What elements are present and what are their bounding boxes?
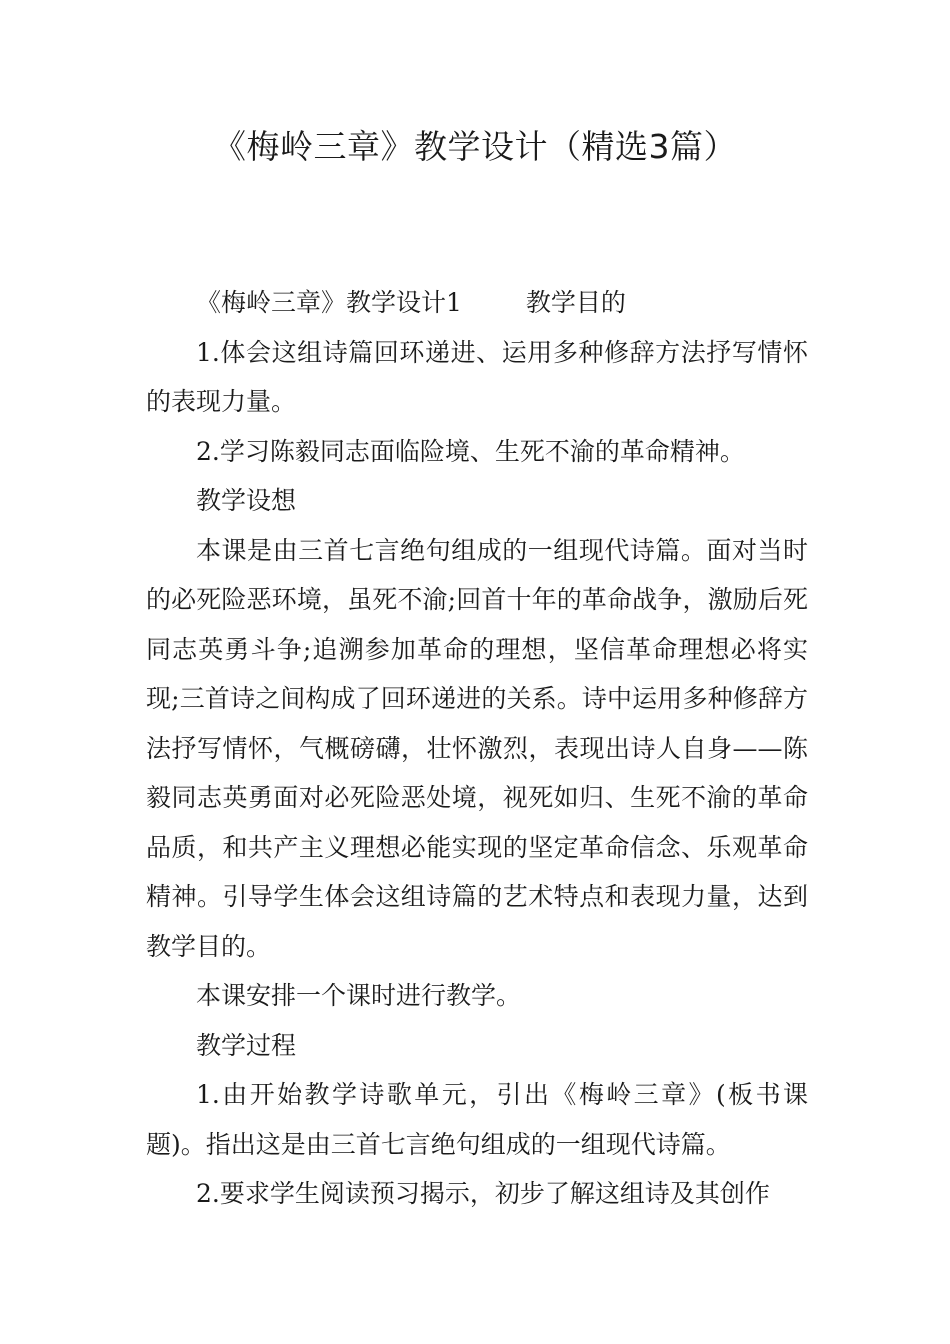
- paragraph-heading: 教学过程: [196, 1030, 297, 1060]
- paragraph: 2.要求学生阅读预习揭示，初步了解这组诗及其创作: [196, 1179, 770, 1208]
- paragraph-heading: 教学设想: [196, 486, 297, 515]
- section-heading-title: 《梅岭三章》教学设计1: [196, 288, 462, 317]
- document-body: [146, 278, 808, 1219]
- paragraph: 1.体会这组诗篇回环递进、运用多种修辞方法抒写情怀的表现力量。: [146, 337, 808, 416]
- document-title: 《梅岭三章》教学设计（精选3篇）: [213, 127, 737, 166]
- paragraph: 1.由开始教学诗歌单元，引出《梅岭三章》(板书课题)。指出这是由三首七言绝句组成的一组现代诗篇。: [146, 1080, 808, 1159]
- paragraph: 本课是由三首七言绝句组成的一组现代诗篇。面对当时的必死险恶环境，虽死不渝;回首十年的革命战争，激励后死同志英勇斗争;追溯参加革命的理想，坚信革命理想必将实现;三首诗之间构成了回环递进的关系。诗中运用多种修辞方法抒写情怀，气概磅礴，壮怀激烈，表现出诗人自身——陈毅同志英勇面对必死险恶处境，视死如归、生死不渝的革命品质，和共产主义理想必能实现的坚定革命信念、乐观革命精神。引导学生体会这组诗篇的艺术特点和表现力量，达到教学目的。: [146, 535, 808, 961]
- section-heading: [146, 278, 808, 328]
- paragraph: 本课安排一个课时进行教学。: [196, 981, 522, 1010]
- section-heading-subtitle: 教学目的: [525, 288, 626, 317]
- paragraph: 2.学习陈毅同志面临险境、生死不渝的革命精神。: [196, 436, 745, 466]
